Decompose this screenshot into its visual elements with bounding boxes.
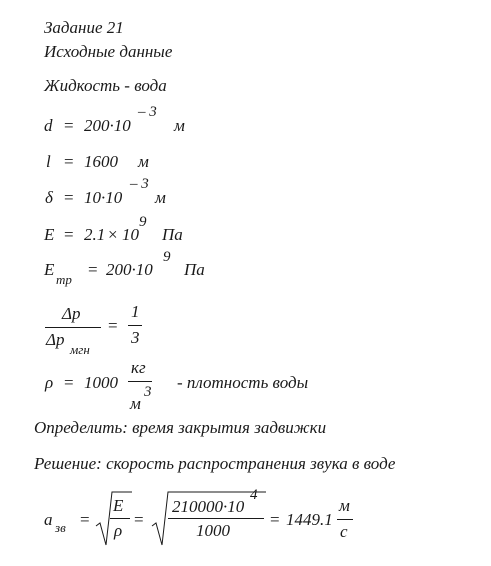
ratio-denominator: Δp <box>46 330 65 349</box>
f2-numerator-exponent: 4 <box>250 487 258 503</box>
a-symbol: a <box>44 510 53 529</box>
Etr-symbol: E <box>44 260 55 279</box>
a-equals-2: = <box>134 510 144 529</box>
result-unit-fraction-line <box>337 519 353 520</box>
delta-unit: м <box>155 188 166 207</box>
delta-equals: = <box>64 188 74 207</box>
solution-line: Решение: скорость распространения звука в воде <box>34 454 396 473</box>
Etr-exponent: 9 <box>163 249 171 265</box>
E-mantissa: 2.1 <box>84 225 106 244</box>
d-mantissa: 200·10 <box>84 116 131 135</box>
l-symbol: l <box>46 152 51 171</box>
rho-symbol: ρ <box>45 373 54 392</box>
f2-fraction-line <box>168 518 264 519</box>
Etr-subscript: тр <box>56 272 72 287</box>
fluid-line: Жидкость - вода <box>44 76 167 95</box>
E-unit: Па <box>162 225 183 244</box>
f2-numerator: 210000·10 <box>172 497 245 516</box>
a-equals-1: = <box>80 510 90 529</box>
given-heading: Исходные данные <box>44 42 173 61</box>
ratio-right-denominator: 3 <box>131 328 140 347</box>
l-unit: м <box>138 152 149 171</box>
d-symbol: d <box>44 116 53 135</box>
ratio-den-subscript: мгн <box>70 342 90 357</box>
E-symbol: E <box>44 225 55 244</box>
rho-unit-denominator: м <box>130 394 141 413</box>
d-unit: м <box>174 116 185 135</box>
Etr-mantissa: 200·10 <box>106 260 153 279</box>
f1-denominator: ρ <box>114 521 123 540</box>
ratio-right-fraction-line <box>128 325 142 326</box>
Etr-unit: Па <box>184 260 205 279</box>
f2-denominator: 1000 <box>196 521 230 540</box>
result-unit-numerator: м <box>339 496 350 515</box>
find-line: Определить: время закрытия задвижки <box>34 418 327 437</box>
l-equals: = <box>64 152 74 171</box>
a-result: 1449.1 <box>286 510 333 529</box>
d-exponent: – 3 <box>138 104 157 120</box>
f1-fraction-line <box>110 518 130 519</box>
E-base: 10 <box>122 225 139 244</box>
task-title: Задание 21 <box>44 18 124 37</box>
E-equals: = <box>64 225 74 244</box>
ratio-numerator: Δp <box>62 304 81 323</box>
delta-mantissa: 10·10 <box>84 188 123 207</box>
rho-unit-numerator: кг <box>131 358 146 377</box>
ratio-fraction-line <box>45 327 101 328</box>
rho-unit-exponent: 3 <box>144 384 152 400</box>
ratio-equals: = <box>108 316 118 335</box>
Etr-equals: = <box>88 260 98 279</box>
l-value: 1600 <box>84 152 118 171</box>
a-subscript: зв <box>55 520 66 535</box>
d-equals: = <box>64 116 74 135</box>
E-exponent: 9 <box>139 214 147 230</box>
rho-equals: = <box>64 373 74 392</box>
rho-note: - плотность воды <box>177 373 309 392</box>
a-equals-3: = <box>270 510 280 529</box>
delta-symbol: δ <box>45 188 53 207</box>
rho-value: 1000 <box>84 373 118 392</box>
result-unit-denominator: с <box>340 522 348 541</box>
delta-exponent: – 3 <box>130 176 149 192</box>
rho-unit-fraction-line <box>128 381 152 382</box>
E-times: × <box>108 225 118 244</box>
ratio-right-numerator: 1 <box>131 302 140 321</box>
f1-numerator: E <box>113 496 124 515</box>
